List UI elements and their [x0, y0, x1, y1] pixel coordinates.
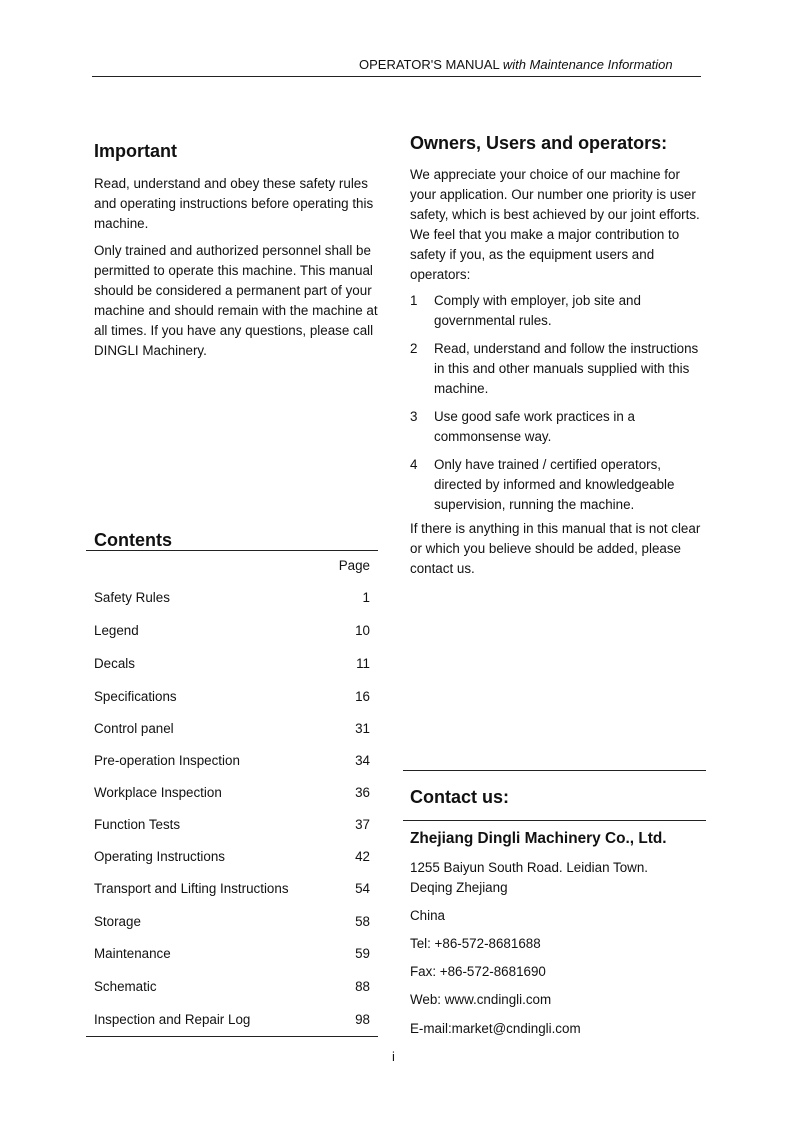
- toc-row[interactable]: [94, 590, 370, 605]
- contents-bottom-rule: [86, 1036, 378, 1037]
- contact-web[interactable]: Web: www.cndingli.com: [410, 992, 552, 1007]
- contact-email[interactable]: E-mail:market@cndingli.com: [410, 1021, 581, 1036]
- owners-outro: If there is anything in this manual that is not clear or which you believe should be added, please contact us.: [410, 521, 701, 576]
- toc-page: 1: [362, 590, 370, 605]
- toc-page: 16: [355, 689, 370, 704]
- toc-row[interactable]: [94, 1012, 370, 1027]
- header-title: OPERATOR'S MANUAL: [359, 57, 503, 72]
- toc-row[interactable]: [94, 753, 370, 768]
- important-paragraph: Read, understand and obey these safety rules and operating instructions before operating this machine.: [94, 176, 374, 231]
- toc-label: Function Tests: [94, 817, 181, 832]
- toc-page: 11: [356, 656, 370, 671]
- contact-top-rule: [403, 770, 706, 771]
- toc-page: 88: [355, 979, 370, 994]
- list-item: [410, 291, 702, 331]
- toc-row[interactable]: [94, 881, 370, 896]
- toc-page: 34: [355, 753, 370, 768]
- list-item-number: 1: [410, 293, 418, 308]
- list-item-number: 3: [410, 409, 418, 424]
- contents-page-label: Page: [338, 558, 370, 573]
- contents-heading: Contents: [94, 530, 172, 550]
- contact-fax: Fax: +86-572-8681690: [410, 964, 546, 979]
- toc-row[interactable]: [94, 914, 370, 929]
- toc-label: Workplace Inspection: [94, 785, 222, 800]
- address-line2: Deqing Zhejiang: [410, 880, 508, 895]
- contents-top-rule: [86, 550, 378, 551]
- toc-row[interactable]: [94, 785, 370, 800]
- toc-row[interactable]: [94, 979, 370, 994]
- header-rule: [92, 76, 701, 77]
- toc-page: 37: [355, 817, 370, 832]
- toc-label: Inspection and Repair Log: [94, 1012, 251, 1027]
- toc-label: Transport and Lifting Instructions: [94, 881, 289, 896]
- list-item-text: Only have trained / certified operators, directed by informed and knowledgeable supervision, running the machine.: [434, 457, 675, 512]
- list-item-text: Comply with employer, job site and governmental rules.: [434, 293, 641, 328]
- toc-page: 36: [355, 785, 370, 800]
- owners-body: [410, 165, 702, 586]
- toc-label: Schematic: [94, 979, 157, 994]
- owners-list: [410, 291, 702, 515]
- contact-heading: Contact us:: [410, 787, 509, 807]
- list-item-text: Read, understand and follow the instructions in this and other manuals supplied with this machine.: [434, 341, 699, 396]
- address-country: China: [410, 908, 445, 923]
- toc-row[interactable]: [94, 721, 370, 736]
- address-line1: 1255 Baiyun South Road. Leidian Town.: [410, 860, 648, 875]
- toc-row[interactable]: [94, 623, 370, 638]
- toc-label: Control panel: [94, 721, 174, 736]
- page-number: i: [392, 1049, 395, 1064]
- company-name: Zhejiang Dingli Machinery Co., Ltd.: [410, 830, 667, 847]
- toc-label: Specifications: [94, 689, 177, 704]
- contact-tel: Tel: +86-572-8681688: [410, 936, 541, 951]
- toc-page: 58: [355, 914, 370, 929]
- toc-label: Storage: [94, 914, 141, 929]
- contact-divider: [403, 820, 706, 821]
- list-item: [410, 455, 702, 515]
- list-item: [410, 339, 702, 399]
- toc-row[interactable]: [94, 817, 370, 832]
- toc-row[interactable]: [94, 946, 370, 961]
- list-item-text: Use good safe work practices in a commonsense way.: [434, 409, 635, 444]
- header-subtitle: with Maintenance Information: [502, 57, 673, 72]
- toc-label: Pre-operation Inspection: [94, 753, 240, 768]
- toc-page: 54: [355, 881, 370, 896]
- list-item-number: 4: [410, 457, 418, 472]
- toc-page: 42: [355, 849, 370, 864]
- toc-row[interactable]: [94, 849, 370, 864]
- owners-heading: Owners, Users and operators:: [410, 133, 668, 153]
- toc-label: Legend: [94, 623, 139, 638]
- toc-page: 10: [355, 623, 370, 638]
- toc-label: Decals: [94, 656, 135, 671]
- toc-row[interactable]: [94, 689, 370, 704]
- owners-intro: We appreciate your choice of our machine for your application. Our number one priority is user safety, which is best achieved by our joint efforts. We feel that you make a major contribution to safety if you, as the equipment users and operators:: [410, 167, 700, 282]
- important-paragraph: Only trained and authorized personnel shall be permitted to operate this machine. This manual should be considered a permanent part of your machine and should remain with the machine at all times. If you have any questions, please call DINGLI Machinery.: [94, 243, 378, 358]
- list-item: [410, 407, 702, 447]
- toc-page: 31: [355, 721, 370, 736]
- toc-row[interactable]: [94, 656, 370, 671]
- running-header: [359, 57, 701, 72]
- toc-page: 98: [355, 1012, 370, 1027]
- toc-label: Safety Rules: [94, 590, 170, 605]
- important-heading: Important: [94, 141, 177, 161]
- important-body: [94, 174, 386, 368]
- list-item-number: 2: [410, 341, 418, 356]
- toc-label: Operating Instructions: [94, 849, 225, 864]
- toc-page: 59: [355, 946, 370, 961]
- toc-label: Maintenance: [94, 946, 171, 961]
